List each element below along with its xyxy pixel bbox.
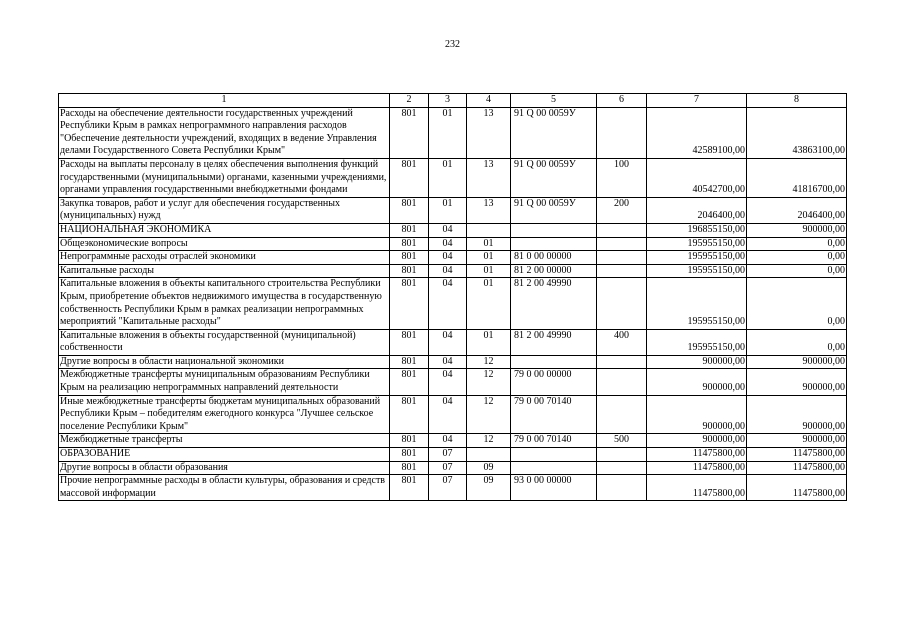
cell-subsection: 12 xyxy=(467,355,511,369)
cell-subsection: 12 xyxy=(467,434,511,448)
cell-target-article: 79 0 00 70140 xyxy=(511,434,597,448)
column-header: 5 xyxy=(511,94,597,108)
cell-amount-year2: 0,00 xyxy=(747,278,847,329)
row-name: Общеэкономические вопросы xyxy=(59,237,390,251)
cell-section: 01 xyxy=(429,107,467,158)
cell-subsection: 01 xyxy=(467,264,511,278)
cell-subsection: 01 xyxy=(467,237,511,251)
cell-amount-year2: 11475800,00 xyxy=(747,475,847,501)
table-row xyxy=(59,158,847,197)
cell-amount-year1: 40542700,00 xyxy=(647,158,747,197)
row-name: Капитальные вложения в объекты государственной (муниципальной) собственности xyxy=(59,329,390,355)
cell-amount-year2: 900000,00 xyxy=(747,223,847,237)
row-name: Другие вопросы в области национальной экономики xyxy=(59,355,390,369)
cell-amount-year1: 195955150,00 xyxy=(647,264,747,278)
cell-expense-type xyxy=(597,395,647,434)
cell-section: 04 xyxy=(429,434,467,448)
cell-subsection xyxy=(467,223,511,237)
cell-amount-year2: 41816700,00 xyxy=(747,158,847,197)
cell-grbs: 801 xyxy=(390,448,429,462)
row-name: Межбюджетные трансферты муниципальным образованиям Республики Крым на реализацию непрограммных направлений деятельности xyxy=(59,369,390,395)
cell-amount-year1: 11475800,00 xyxy=(647,448,747,462)
table-row xyxy=(59,461,847,475)
cell-grbs: 801 xyxy=(390,158,429,197)
cell-expense-type xyxy=(597,237,647,251)
table-row xyxy=(59,329,847,355)
table-header-row xyxy=(59,94,847,108)
cell-expense-type xyxy=(597,461,647,475)
cell-section: 01 xyxy=(429,158,467,197)
cell-amount-year1: 900000,00 xyxy=(647,434,747,448)
row-name: Расходы на обеспечение деятельности государственных учреждений Республики Крым в рамках непрограммного направления расходов "Обеспечение деятельности учреждений, входящих в ведение Управления делами Государственного Совета Республики Крым" xyxy=(59,107,390,158)
cell-target-article: 81 2 00 00000 xyxy=(511,264,597,278)
column-header: 6 xyxy=(597,94,647,108)
table-row xyxy=(59,197,847,223)
cell-expense-type: 100 xyxy=(597,158,647,197)
cell-expense-type xyxy=(597,223,647,237)
table-row xyxy=(59,107,847,158)
table-row xyxy=(59,448,847,462)
cell-section: 04 xyxy=(429,237,467,251)
cell-target-article xyxy=(511,461,597,475)
table-row xyxy=(59,237,847,251)
cell-section: 04 xyxy=(429,278,467,329)
table-row xyxy=(59,251,847,265)
cell-expense-type: 500 xyxy=(597,434,647,448)
cell-amount-year1: 900000,00 xyxy=(647,355,747,369)
cell-grbs: 801 xyxy=(390,475,429,501)
cell-amount-year1: 900000,00 xyxy=(647,395,747,434)
cell-target-article: 81 2 00 49990 xyxy=(511,329,597,355)
cell-grbs: 801 xyxy=(390,107,429,158)
cell-expense-type xyxy=(597,448,647,462)
cell-target-article: 91 Q 00 0059У xyxy=(511,197,597,223)
cell-amount-year1: 195955150,00 xyxy=(647,278,747,329)
cell-amount-year2: 900000,00 xyxy=(747,355,847,369)
row-name: Межбюджетные трансферты xyxy=(59,434,390,448)
cell-grbs: 801 xyxy=(390,395,429,434)
cell-section: 04 xyxy=(429,264,467,278)
cell-expense-type xyxy=(597,278,647,329)
table-body xyxy=(59,94,847,501)
cell-section: 07 xyxy=(429,448,467,462)
cell-expense-type xyxy=(597,355,647,369)
cell-subsection: 13 xyxy=(467,158,511,197)
row-name: Закупка товаров, работ и услуг для обеспечения государственных (муниципальных) нужд xyxy=(59,197,390,223)
cell-amount-year2: 0,00 xyxy=(747,251,847,265)
cell-subsection: 09 xyxy=(467,461,511,475)
cell-grbs: 801 xyxy=(390,369,429,395)
cell-subsection: 12 xyxy=(467,395,511,434)
cell-expense-type xyxy=(597,264,647,278)
cell-expense-type xyxy=(597,107,647,158)
row-name: Капитальные вложения в объекты капитального строительства Республики Крым, приобретение объектов недвижимого имущества в государственную собственность Республики Крым в рамках реализации непрограммных мероприятий "Капитальные расходы" xyxy=(59,278,390,329)
cell-subsection: 09 xyxy=(467,475,511,501)
cell-amount-year2: 900000,00 xyxy=(747,369,847,395)
column-header: 7 xyxy=(647,94,747,108)
cell-grbs: 801 xyxy=(390,197,429,223)
budget-table xyxy=(58,93,847,501)
cell-amount-year2: 0,00 xyxy=(747,329,847,355)
cell-amount-year1: 900000,00 xyxy=(647,369,747,395)
page-number: 232 xyxy=(445,39,460,50)
cell-section: 04 xyxy=(429,395,467,434)
column-header: 2 xyxy=(390,94,429,108)
table-row xyxy=(59,223,847,237)
table-row xyxy=(59,369,847,395)
row-name: Другие вопросы в области образования xyxy=(59,461,390,475)
cell-grbs: 801 xyxy=(390,329,429,355)
cell-section: 04 xyxy=(429,355,467,369)
cell-subsection: 13 xyxy=(467,197,511,223)
cell-amount-year1: 42589100,00 xyxy=(647,107,747,158)
cell-target-article: 91 Q 00 0059У xyxy=(511,158,597,197)
cell-amount-year2: 43863100,00 xyxy=(747,107,847,158)
table-row xyxy=(59,264,847,278)
cell-amount-year2: 11475800,00 xyxy=(747,448,847,462)
column-header: 1 xyxy=(59,94,390,108)
row-name: Непрограммные расходы отраслей экономики xyxy=(59,251,390,265)
cell-subsection: 01 xyxy=(467,251,511,265)
cell-grbs: 801 xyxy=(390,461,429,475)
column-header: 3 xyxy=(429,94,467,108)
cell-target-article xyxy=(511,237,597,251)
row-name: Иные межбюджетные трансферты бюджетам муниципальных образований Республики Крым – победителям ежегодного конкурса "Лучшее сельское поселение Республики Крым" xyxy=(59,395,390,434)
cell-section: 07 xyxy=(429,475,467,501)
cell-amount-year1: 195955150,00 xyxy=(647,329,747,355)
cell-target-article: 81 2 00 49990 xyxy=(511,278,597,329)
table-row xyxy=(59,355,847,369)
cell-target-article xyxy=(511,223,597,237)
row-name: Прочие непрограммные расходы в области культуры, образования и средств массовой информации xyxy=(59,475,390,501)
cell-grbs: 801 xyxy=(390,237,429,251)
cell-amount-year1: 196855150,00 xyxy=(647,223,747,237)
cell-amount-year1: 11475800,00 xyxy=(647,461,747,475)
cell-target-article: 79 0 00 70140 xyxy=(511,395,597,434)
cell-subsection: 13 xyxy=(467,107,511,158)
cell-subsection: 01 xyxy=(467,329,511,355)
cell-section: 04 xyxy=(429,223,467,237)
row-name: Расходы на выплаты персоналу в целях обеспечения выполнения функций государственными (муниципальными) органами, казенными учреждениями, органами управления государственными внебюджетными фондами xyxy=(59,158,390,197)
cell-grbs: 801 xyxy=(390,434,429,448)
cell-amount-year1: 11475800,00 xyxy=(647,475,747,501)
table-row xyxy=(59,278,847,329)
cell-section: 07 xyxy=(429,461,467,475)
cell-grbs: 801 xyxy=(390,355,429,369)
cell-grbs: 801 xyxy=(390,264,429,278)
cell-section: 04 xyxy=(429,329,467,355)
cell-amount-year2: 900000,00 xyxy=(747,434,847,448)
cell-amount-year1: 195955150,00 xyxy=(647,237,747,251)
cell-subsection: 01 xyxy=(467,278,511,329)
table-row xyxy=(59,475,847,501)
cell-target-article: 81 0 00 00000 xyxy=(511,251,597,265)
cell-grbs: 801 xyxy=(390,278,429,329)
cell-subsection xyxy=(467,448,511,462)
row-name: НАЦИОНАЛЬНАЯ ЭКОНОМИКА xyxy=(59,223,390,237)
cell-grbs: 801 xyxy=(390,251,429,265)
cell-subsection: 12 xyxy=(467,369,511,395)
row-name: Капитальные расходы xyxy=(59,264,390,278)
cell-section: 01 xyxy=(429,197,467,223)
cell-target-article: 93 0 00 00000 xyxy=(511,475,597,501)
cell-target-article: 79 0 00 00000 xyxy=(511,369,597,395)
cell-expense-type xyxy=(597,475,647,501)
table-row xyxy=(59,434,847,448)
cell-expense-type: 400 xyxy=(597,329,647,355)
cell-section: 04 xyxy=(429,251,467,265)
cell-amount-year2: 0,00 xyxy=(747,264,847,278)
cell-amount-year1: 2046400,00 xyxy=(647,197,747,223)
cell-expense-type: 200 xyxy=(597,197,647,223)
cell-amount-year2: 11475800,00 xyxy=(747,461,847,475)
cell-target-article xyxy=(511,448,597,462)
column-header: 4 xyxy=(467,94,511,108)
cell-amount-year2: 900000,00 xyxy=(747,395,847,434)
cell-target-article: 91 Q 00 0059У xyxy=(511,107,597,158)
cell-amount-year2: 0,00 xyxy=(747,237,847,251)
row-name: ОБРАЗОВАНИЕ xyxy=(59,448,390,462)
cell-grbs: 801 xyxy=(390,223,429,237)
cell-amount-year2: 2046400,00 xyxy=(747,197,847,223)
cell-target-article xyxy=(511,355,597,369)
cell-expense-type xyxy=(597,369,647,395)
table-row xyxy=(59,395,847,434)
column-header: 8 xyxy=(747,94,847,108)
cell-section: 04 xyxy=(429,369,467,395)
cell-amount-year1: 195955150,00 xyxy=(647,251,747,265)
cell-expense-type xyxy=(597,251,647,265)
